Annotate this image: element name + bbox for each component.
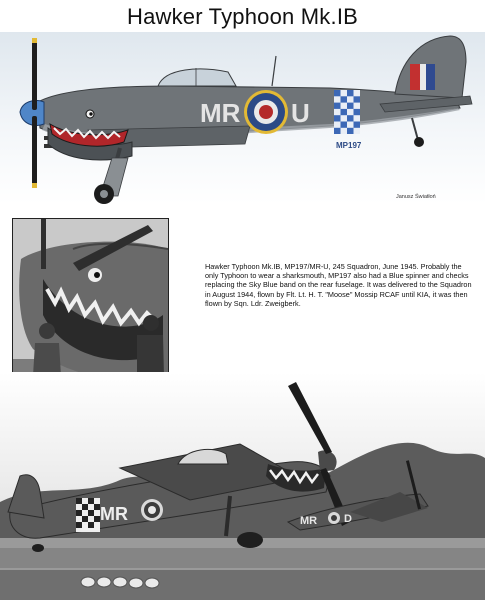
photo2-main-wheel — [237, 532, 263, 548]
fin-flash-white — [420, 64, 426, 90]
antenna-mast — [272, 56, 276, 86]
canopy — [158, 69, 236, 86]
fin-flash-blue — [426, 64, 435, 90]
page-title: Hawker Typhoon Mk.IB — [126, 4, 359, 29]
airfield-photo — [0, 372, 485, 600]
photo2-code-main: MR — [100, 504, 128, 524]
code-right: U — [291, 98, 310, 128]
artist-credit: Janusz Światłoń — [396, 194, 436, 200]
blue-check-band — [334, 90, 360, 134]
serial-number: MP197 — [336, 141, 362, 150]
photo2-code-second: MR — [300, 515, 318, 527]
photo2-letter-second: D — [344, 513, 352, 525]
airfield-photo-drawing — [0, 372, 485, 600]
profile-illustration — [0, 32, 485, 204]
code-left: MR — [200, 98, 241, 128]
photo-propeller-blade-lower — [41, 219, 46, 269]
fin-flash-red — [410, 64, 420, 90]
caption-text: Hawker Typhoon Mk.IB, MP197/MR-U, 245 Squadron, June 1945. Probably the only Typhoon to wear a sharksmouth, MP197 also had a Blue spinner and checks replacing the Sky Blue band on the rear fuselage. It was delivered to the Squadron in August 1944, flown by Flt. Lt. H. T. "Moose" Mossip RCAF until KIA, it was then flown by Sqn. Ldr. Zweigberk. — [205, 262, 472, 308]
propeller-blade-upper — [32, 38, 37, 110]
typhoon-profile-drawing — [0, 32, 485, 204]
tail-wheel — [414, 137, 424, 147]
roundel-red — [259, 105, 273, 119]
photo2-check-band — [76, 498, 100, 532]
propeller-blade-lower — [32, 116, 37, 188]
tail-gear-leg — [412, 118, 418, 140]
